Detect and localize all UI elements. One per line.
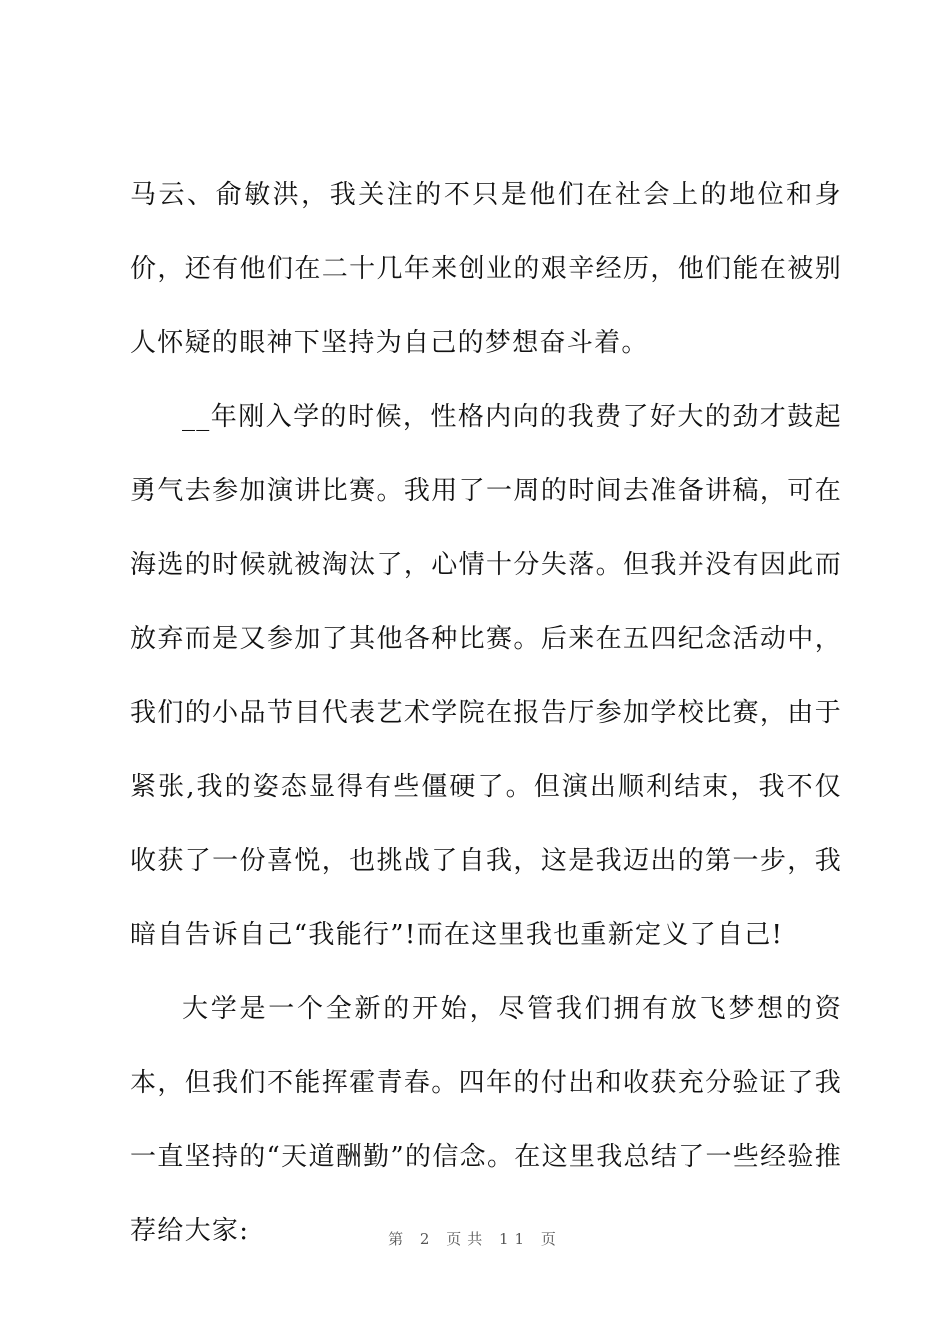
document-body (130, 158, 842, 1268)
page-footer: 第 2 页共 11 页 (388, 1230, 562, 1248)
paragraph-3: 大学是一个全新的开始，尽管我们拥有放飞梦想的资本，但我们不能挥霍青春。四年的付出和收获充分验证了我一直坚持的“天道酬勤”的信念。在这里我总结了一些经验推荐给大家: (130, 994, 842, 1246)
paragraph-1: 马云、俞敏洪，我关注的不只是他们在社会上的地位和身价，还有他们在二十几年来创业的艰辛经历，他们能在被别人怀疑的眼神下坚持为自己的梦想奋斗着。 (130, 180, 842, 358)
paragraph-2: __年刚入学的时候，性格内向的我费了好大的劲才鼓起勇气去参加演讲比赛。我用了一周的时间去准备讲稿，可在海选的时候就被淘汰了，心情十分失落。但我并没有因此而放弃而是又参加了其他各种比赛。后来在五四纪念活动中，我们的小品节目代表艺术学院在报告厅参加学校比赛，由于紧张,我的姿态显得有些僵硬了。但演出顺利结束，我不仅收获了一份喜悦，也挑战了自我，这是我迈出的第一步，我暗自告诉自己“我能行”!而在这里我也重新定义了自己! (130, 402, 842, 950)
